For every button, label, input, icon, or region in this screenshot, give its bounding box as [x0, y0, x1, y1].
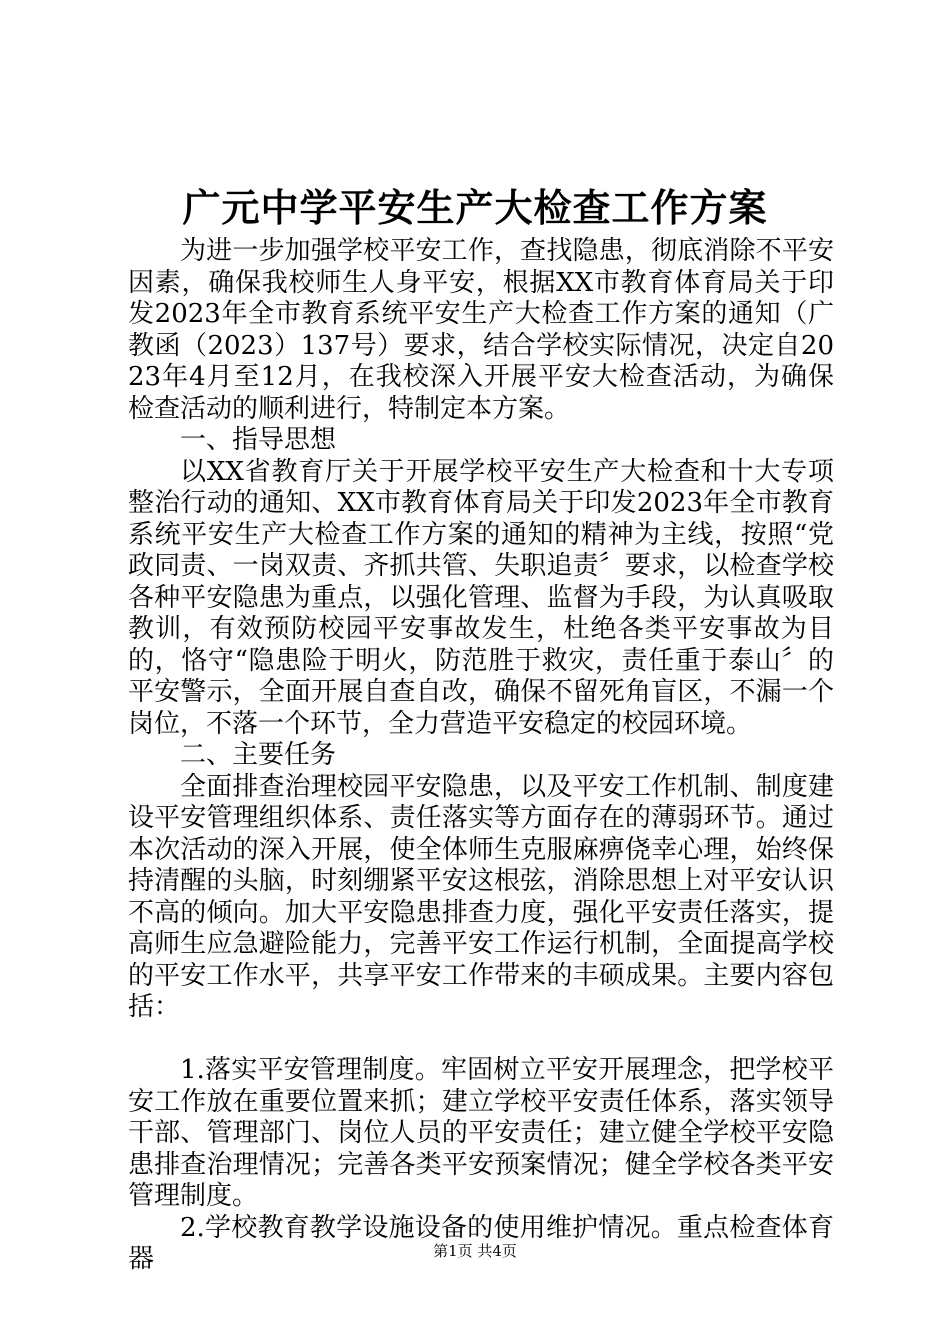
document-body — [128, 236, 834, 1276]
section-heading-guiding-ideology: 一、指导思想 — [180, 425, 337, 455]
section-body-main-tasks: 全面排查治理校园平安隐患，以及平安工作机制、制度建设平安管理组织体系、责任落实等方面存在的薄弱环节。通过本次活动的深入开展，使全体师生克服麻痹侥幸心理，始终保持清醒的头脑，时刻绷紧平安这根弦，消除思想上对平安认识不高的倾向。加大平安隐患排查力度，强化平安责任落实，提高师生应急避险能力，完善平安工作运行机制，全面提高学校的平安工作水平，共享平安工作带来的丰硕成果。主要内容包括： — [128, 771, 834, 1022]
intro-paragraph: 为进一步加强学校平安工作，查找隐患，彻底消除不平安因素，确保我校师生人身平安，根据XX市教育体育局关于印发2023年全市教育系统平安生产大检查工作方案的通知（广教函（2023）137号）要求，结合学校实际情况，决定自2023年4月至12月，在我校深入开展平安大检查活动，为确保检查活动的顺利进行，特制定本方案。 — [128, 236, 834, 424]
section-body-guiding-ideology: 以XX省教育厅关于开展学校平安生产大检查和十大专项整治行动的通知、XX市教育体育局关于印发2023年全市教育系统平安生产大检查工作方案的通知的精神为主线，按照“党政同责、一岗双责、齐抓共管、失职追责〞要求，以检查学校各种平安隐患为重点，以强化管理、监督为手段，为认真吸取教训，有效预防校园平安事故发生，杜绝各类平安事故为目的，恪守“隐患险于明火，防范胜于救灾，责任重于泰山〞的平安警示，全面开展自查自改，确保不留死角盲区，不漏一个岗位，不落一个环节，全力营造平安稳定的校园环境。 — [128, 456, 834, 739]
document-title: 广元中学平安生产大检查工作方案 — [182, 185, 768, 230]
list-item-facilities-maintenance: 2.学校教育教学设施设备的使用维护情况。重点检查体育器 — [128, 1212, 834, 1274]
section-heading-main-tasks: 二、主要任务 — [180, 740, 337, 770]
page-number: 第1页 共4页 — [433, 1242, 517, 1260]
list-item-safety-management: 1.落实平安管理制度。牢固树立平安开展理念，把学校平安工作放在重要位置来抓；建立学校平安责任体系，落实领导干部、管理部门、岗位人员的平安责任；建立健全学校平安隐患排查治理情况；完善各类平安预案情况；健全学校各类平安管理制度。 — [128, 1055, 834, 1211]
